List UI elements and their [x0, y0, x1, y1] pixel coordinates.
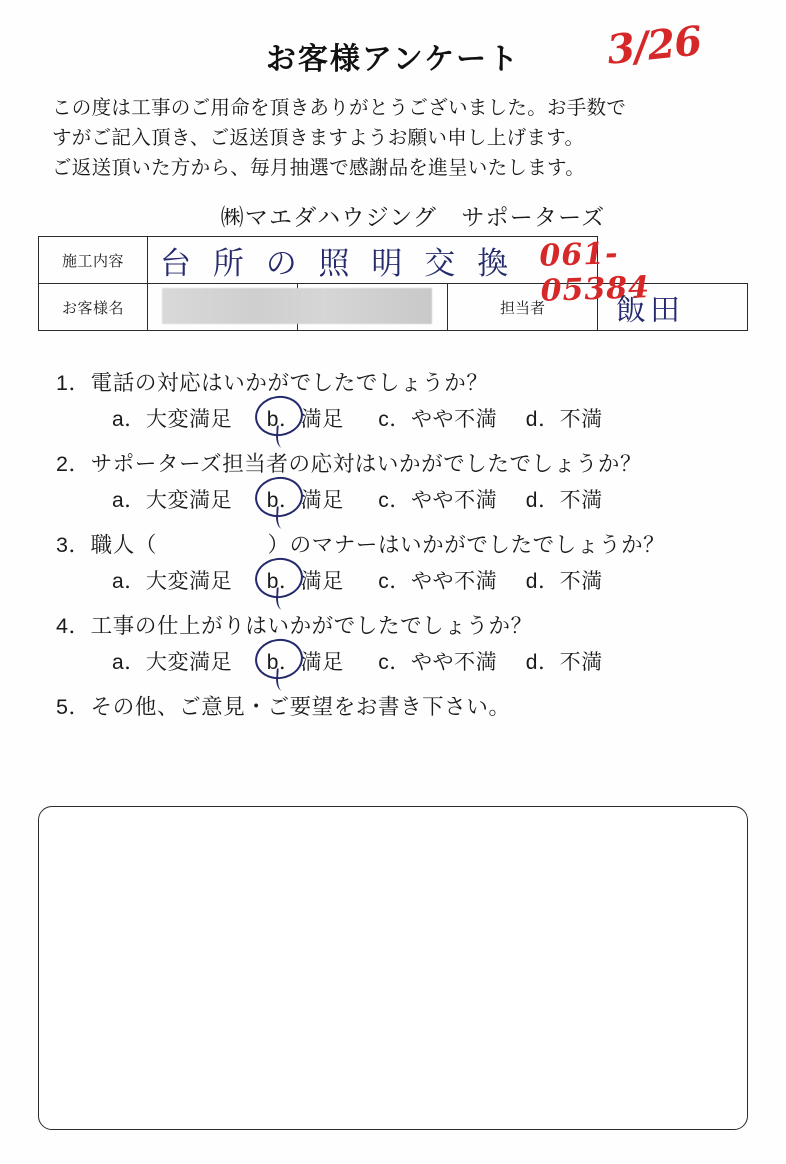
label-construction-content: 施工内容 [39, 237, 148, 284]
option-1-c[interactable]: c．やや不満 [378, 408, 498, 431]
question-4-options [112, 646, 756, 676]
intro-line-2: すがご記入頂き、ご返送頂きますようお願い申し上げます。 [52, 126, 585, 149]
question-4-text: 工事の仕上がりはいかがでしたでしょうか？ [90, 614, 533, 638]
table-row [39, 237, 748, 284]
question-5-number: 5． [56, 695, 91, 719]
question-3 [56, 528, 756, 559]
option-3-b-label: b．満足 [266, 570, 344, 593]
option-3-a[interactable]: a．大変満足 [112, 570, 233, 593]
option-4-b-label: b．満足 [266, 651, 344, 674]
handwritten-job-number: 061-05384 [538, 236, 651, 309]
intro-paragraph [52, 94, 734, 183]
label-customer-name: お客様名 [39, 284, 148, 331]
redaction-mask [162, 288, 432, 324]
question-3-options [112, 565, 756, 595]
question-3-text: 職人（ ）のマナーはいかがでしたでしょうか？ [90, 533, 666, 557]
handwritten-construction-content: 台 所 の 照 明 交 換 [160, 245, 515, 282]
question-1-number: 1． [56, 371, 91, 395]
question-3-number: 3． [56, 533, 91, 557]
question-5-text: その他、ご意見・ご要望をお書き下さい。 [90, 695, 511, 719]
option-2-b[interactable] [261, 484, 350, 514]
question-2 [56, 447, 756, 478]
option-2-c[interactable]: c．やや不満 [378, 489, 498, 512]
field-customer-name[interactable] [148, 284, 298, 331]
label-staff: 担当者 [448, 284, 598, 331]
option-1-a[interactable]: a．大変満足 [112, 408, 233, 431]
question-4 [56, 609, 756, 640]
handwritten-customer-name [154, 289, 160, 325]
question-list [56, 366, 756, 727]
option-4-c[interactable]: c．やや不満 [378, 651, 498, 674]
comment-textarea[interactable] [38, 806, 748, 1130]
option-4-b[interactable] [261, 646, 350, 676]
option-3-c[interactable]: c．やや不満 [378, 570, 498, 593]
option-4-d[interactable]: d．不満 [525, 651, 603, 674]
question-5 [56, 690, 756, 721]
option-2-b-label: b．満足 [266, 489, 344, 512]
option-3-b[interactable] [261, 565, 350, 595]
question-4-number: 4． [56, 614, 91, 638]
info-table [38, 236, 748, 331]
question-1-text: 電話の対応はいかがでしたでしょうか？ [90, 371, 489, 395]
intro-line-3: ご返送頂いた方から、毎月抽選で感謝品を進呈いたします。 [52, 156, 586, 179]
page-title: お客様アンケート [265, 43, 521, 76]
option-2-a[interactable]: a．大変満足 [112, 489, 233, 512]
option-4-a[interactable]: a．大変満足 [112, 651, 233, 674]
option-2-d[interactable]: d．不満 [525, 489, 603, 512]
option-1-b[interactable] [261, 403, 350, 433]
question-1 [56, 366, 756, 397]
handwritten-staff-name: 飯田 [616, 293, 684, 328]
intro-line-1: この度は工事のご用命を頂きありがとうございました。お手数で [52, 97, 627, 119]
option-1-b-label: b．満足 [266, 408, 344, 431]
handwritten-date: 3/26 [604, 17, 704, 74]
question-1-options [112, 403, 756, 433]
question-2-text: サポーターズ担当者の応対はいかがでしたでしょうか？ [90, 452, 643, 476]
company-line: ㈱マエダハウジング サポーターズ [220, 204, 606, 231]
question-2-options [112, 484, 756, 514]
question-2-number: 2． [56, 452, 91, 476]
option-3-d[interactable]: d．不満 [525, 570, 603, 593]
option-1-d[interactable]: d．不満 [525, 408, 603, 431]
